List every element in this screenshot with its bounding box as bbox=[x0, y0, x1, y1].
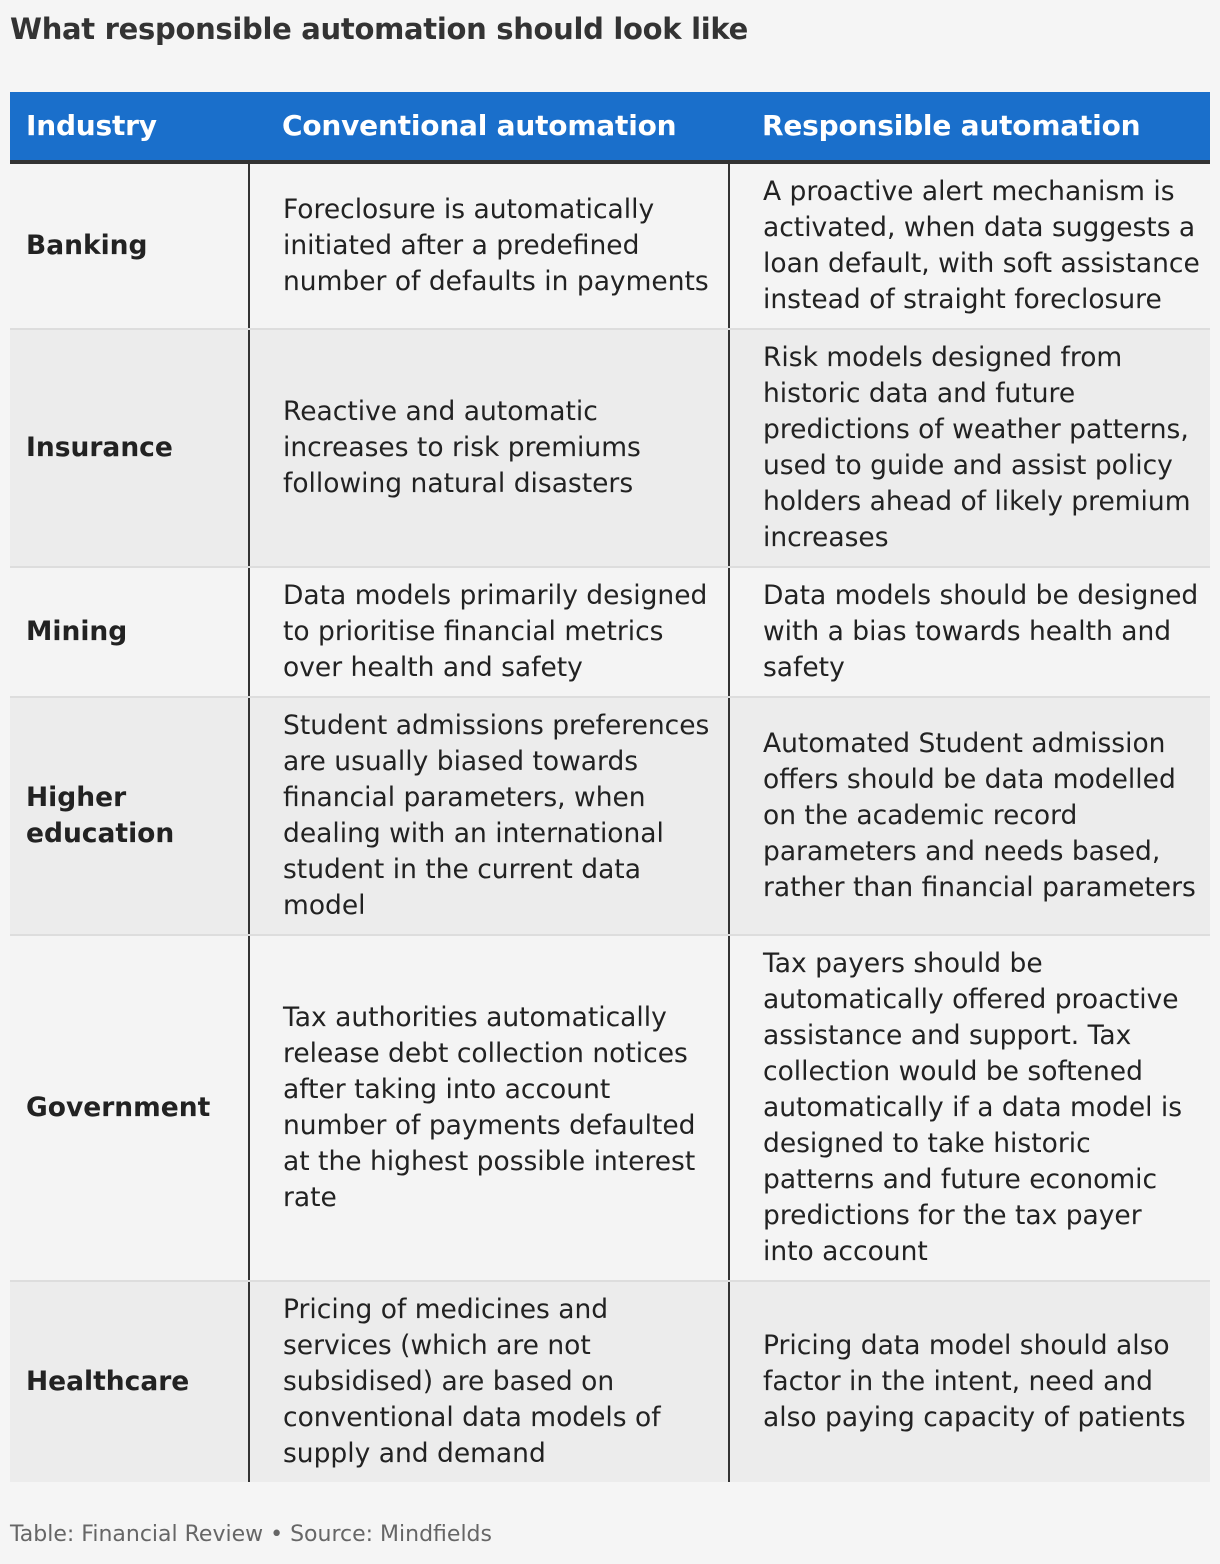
responsible-cell: A proactive alert mechanism is activated, when data suggests a loan default, with soft assistance instead of straight foreclosure bbox=[763, 176, 1200, 315]
table-row bbox=[10, 164, 1210, 330]
column-header-conventional: Conventional automation bbox=[282, 109, 677, 142]
industry-cell: Mining bbox=[10, 568, 250, 696]
responsible-cell: Tax payers should be automatically offered proactive assistance and support. Tax collection would be softened automatically if a data model is designed to take historic patterns and future economic predictions for the tax payer into account bbox=[763, 948, 1183, 1267]
table-header-row bbox=[10, 92, 1210, 164]
source-footer: Table: Financial Review • Source: Mindfields bbox=[10, 1522, 492, 1547]
conventional-cell: Data models primarily designed to prioritise financial metrics over health and safety bbox=[250, 568, 730, 696]
table-row bbox=[10, 698, 1210, 936]
comparison-table bbox=[10, 92, 1210, 1482]
conventional-cell: Foreclosure is automatically initiated after a predefined number of defaults in payments bbox=[250, 164, 730, 328]
column-header-responsible: Responsible automation bbox=[762, 109, 1141, 142]
table-row bbox=[10, 330, 1210, 568]
responsible-cell: Data models should be designed with a bias towards health and safety bbox=[763, 580, 1199, 683]
table-body bbox=[10, 164, 1210, 1482]
responsible-cell: Automated Student admission offers should be data modelled on the academic record parameters and needs based, rather than financial parameters bbox=[763, 728, 1196, 903]
table-row bbox=[10, 936, 1210, 1282]
industry-cell: Banking bbox=[10, 164, 250, 328]
industry-cell: Government bbox=[10, 936, 250, 1280]
table-row bbox=[10, 568, 1210, 698]
conventional-cell: Reactive and automatic increases to risk premiums following natural disasters bbox=[250, 330, 730, 566]
industry-cell: Higher education bbox=[10, 698, 250, 934]
industry-cell: Insurance bbox=[10, 330, 250, 566]
table-row bbox=[10, 1282, 1210, 1482]
industry-cell: Healthcare bbox=[10, 1282, 250, 1482]
column-header-industry: Industry bbox=[26, 109, 157, 142]
responsible-cell: Risk models designed from historic data and future predictions of weather patterns, used to guide and assist policy holders ahead of likely premium increases bbox=[763, 342, 1191, 553]
conventional-cell: Pricing of medicines and services (which are not subsidised) are based on conventional data models of supply and demand bbox=[250, 1282, 730, 1482]
responsible-cell: Pricing data model should also factor in the intent, need and also paying capacity of patients bbox=[763, 1330, 1186, 1433]
table-title: What responsible automation should look like bbox=[10, 12, 748, 46]
conventional-cell: Student admissions preferences are usually biased towards financial parameters, when dealing with an international student in the current data model bbox=[250, 698, 730, 934]
conventional-cell: Tax authorities automatically release debt collection notices after taking into account number of payments defaulted at the highest possible interest rate bbox=[250, 936, 730, 1280]
